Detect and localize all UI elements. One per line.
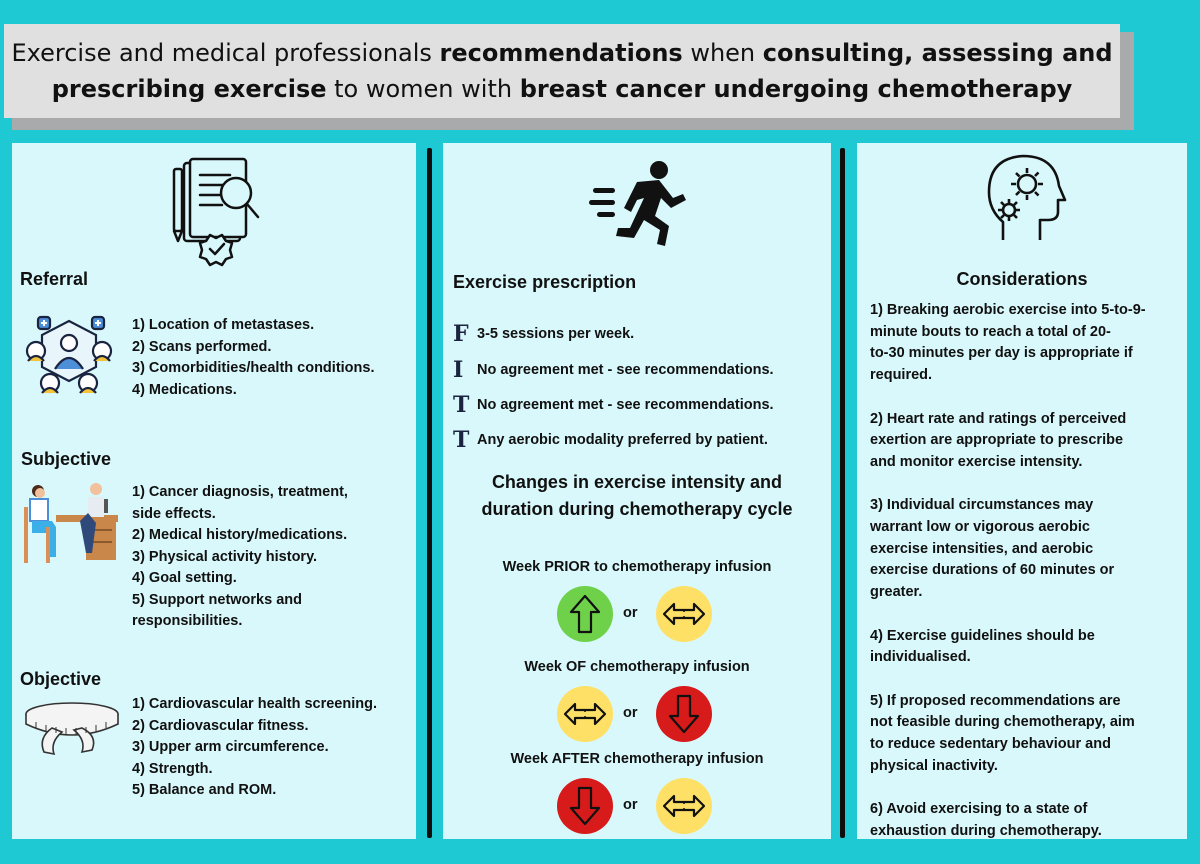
title-segment: breast cancer undergoing chemotherapy xyxy=(519,75,1073,103)
consideration-line: 4) Exercise guidelines should be xyxy=(870,627,1095,644)
fitt-row xyxy=(453,357,774,383)
consideration-item xyxy=(870,409,1182,474)
week-label: Week PRIOR to chemotherapy infusion xyxy=(502,559,772,575)
objective-item: 3) Upper arm circumference. xyxy=(132,739,329,755)
objective-item: 5) Balance and ROM. xyxy=(132,782,277,798)
consideration-line: warrant low or vigorous aerobic xyxy=(870,519,1090,535)
consideration-line: individualised. xyxy=(870,649,971,666)
objective-item: 4) Strength. xyxy=(132,760,213,777)
fitt-text: 3-5 sessions per week. xyxy=(477,326,635,342)
consideration-item xyxy=(870,691,1182,778)
tape-measure-icon xyxy=(22,698,122,758)
head-gears-icon xyxy=(981,154,1067,244)
consideration-line: exercise durations of 60 minutes or xyxy=(870,562,1115,579)
or-label: or xyxy=(623,797,638,813)
subjective-list xyxy=(132,482,348,633)
fitt-text: No agreement met - see recommendations. xyxy=(477,397,774,413)
objective-item: 1) Cardiovascular health screening. xyxy=(132,696,377,712)
care-network-icon xyxy=(20,315,118,401)
consideration-line: exhaustion during chemotherapy. xyxy=(870,822,1102,839)
title-segment: when xyxy=(682,39,763,67)
consideration-line: exercise intensities, and aerobic xyxy=(870,540,1094,557)
objective-list xyxy=(132,694,377,802)
fitt-text: No agreement met - see recommendations. xyxy=(477,362,774,378)
considerations-panel xyxy=(857,143,1187,839)
arrow-up-icon xyxy=(557,586,613,647)
consideration-item xyxy=(870,799,1182,842)
referral-list xyxy=(132,315,375,401)
subjective-item: side effects. xyxy=(132,505,216,522)
considerations-heading: Considerations xyxy=(956,269,1088,289)
referral-item: 1) Location of metastases. xyxy=(132,317,315,333)
fitt-row xyxy=(453,321,634,347)
fitt-row xyxy=(453,392,774,418)
arrow-down-icon xyxy=(656,686,712,747)
title-line-1 xyxy=(11,35,1112,71)
arrow-sideways-icon xyxy=(656,778,712,839)
consideration-line: 1) Breaking aerobic exercise into 5-to-9- xyxy=(870,302,1146,318)
consideration-line: exertion are appropriate to prescribe xyxy=(870,432,1124,449)
consideration-line: not feasible during chemotherapy, aim xyxy=(870,714,1135,731)
fitt-letter: T xyxy=(453,392,470,418)
objective-item: 2) Cardiovascular fitness. xyxy=(132,717,309,734)
consideration-line: required. xyxy=(870,367,933,384)
consideration-item xyxy=(870,495,1182,604)
consideration-line: to-30 minutes per day is appropriate if xyxy=(870,345,1133,362)
objective-heading: Objective xyxy=(20,669,102,689)
subjective-item: 2) Medical history/medications. xyxy=(132,527,348,543)
consideration-line: physical inactivity. xyxy=(870,757,998,774)
arrow-sideways-icon xyxy=(557,686,613,747)
title-line-2 xyxy=(52,71,1073,107)
running-person-icon xyxy=(589,160,693,246)
title-segment: recommendations xyxy=(439,39,683,67)
consideration-line: to reduce sedentary behaviour and xyxy=(870,736,1111,752)
referral-heading: Referral xyxy=(20,269,89,289)
referral-item: 4) Medications. xyxy=(132,381,237,398)
week-label: Week OF chemotherapy infusion xyxy=(524,659,750,675)
arrow-sideways-icon xyxy=(656,586,712,647)
assessment-panel xyxy=(12,143,416,839)
title-segment: Exercise and medical professionals xyxy=(11,39,440,67)
or-label: or xyxy=(623,605,638,621)
subjective-heading: Subjective xyxy=(21,449,112,469)
fitt-row xyxy=(453,427,768,453)
subjective-item: 4) Goal setting. xyxy=(132,570,237,586)
arrow-down-icon xyxy=(557,778,613,839)
or-label: or xyxy=(623,705,638,721)
referral-item: 3) Comorbidities/health conditions. xyxy=(132,360,375,376)
referral-item: 2) Scans performed. xyxy=(132,338,272,355)
subjective-item: responsibilities. xyxy=(132,613,243,629)
consideration-line: minute bouts to reach a total of 20- xyxy=(870,323,1111,340)
consideration-line: and monitor exercise intensity. xyxy=(870,453,1083,470)
divider-left xyxy=(427,148,432,838)
fitt-letter: I xyxy=(453,357,464,383)
consideration-line: 3) Individual circumstances may xyxy=(870,497,1094,514)
title-segment: to women with xyxy=(326,75,520,103)
week-label: Week AFTER chemotherapy infusion xyxy=(510,751,764,767)
divider-right xyxy=(840,148,845,838)
subjective-item: 1) Cancer diagnosis, treatment, xyxy=(132,484,348,500)
consideration-item xyxy=(870,626,1182,669)
page-title xyxy=(4,24,1120,118)
consideration-line: 2) Heart rate and ratings of perceived xyxy=(870,410,1127,427)
consultation-icon xyxy=(22,481,120,565)
consideration-line: greater. xyxy=(870,584,923,601)
title-segment: consulting, assessing and xyxy=(762,39,1113,67)
changes-heading-line-2: duration during chemotherapy cycle xyxy=(481,499,793,519)
title-segment: prescribing exercise xyxy=(51,75,327,103)
consideration-item xyxy=(870,300,1182,387)
subjective-item: 5) Support networks and xyxy=(132,591,302,608)
fitt-letter: F xyxy=(453,321,469,347)
changes-heading xyxy=(443,469,831,523)
prescription-panel xyxy=(443,143,831,839)
fitt-letter: T xyxy=(453,427,470,453)
consideration-line: 5) If proposed recommendations are xyxy=(870,692,1121,709)
consideration-line: 6) Avoid exercising to a state of xyxy=(870,801,1088,818)
referral-document-icon xyxy=(170,157,262,269)
fitt-text: Any aerobic modality preferred by patient. xyxy=(477,432,768,448)
prescription-heading: Exercise prescription xyxy=(453,272,637,292)
subjective-item: 3) Physical activity history. xyxy=(132,548,318,565)
considerations-list xyxy=(870,300,1182,864)
changes-heading-line-1: Changes in exercise intensity and xyxy=(491,472,783,492)
